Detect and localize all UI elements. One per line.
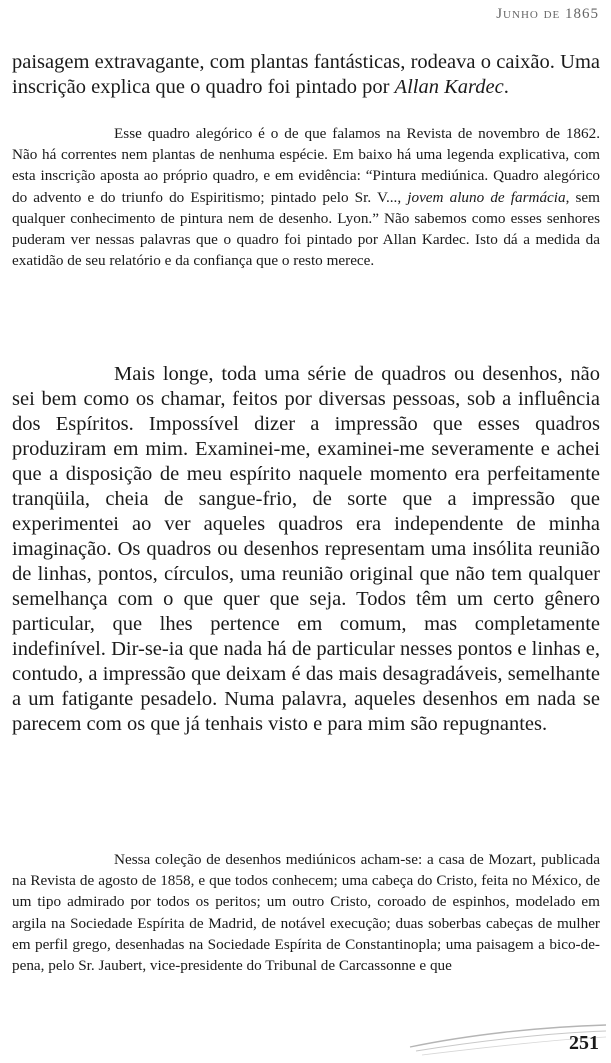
paragraph-4-note: Nessa coleção de desenhos mediúnicos acham-se: a casa de Mozart, publicada na Revista de agosto de 1858, e que todos conhecem; uma cabeça do Cristo, feita no México, de um tipo admirado por todos os peritos; um outro Cristo, coroado de espinhos, modelado em argila na Sociedade Espírita de Madrid, de notável execução; duas soberbas cabeças de mulher em perfil grego, desenhadas na Sociedade Espírita de Constantinopla; uma paisagem a bico-de-pena, pelo Sr. Jaubert, vice-presidente do Tribunal de Carcassonne e que	[12, 851, 600, 975]
paragraph-2-text-a: Esse quadro alegórico é o de que falamos na Revista de novembro de 1862. Não há correntes nem plantas de nenhuma espécie. Em baixo há uma legenda explicativa, com esta inscrição aposta ao próprio quadro, e em evidência: “Pintura mediúnica. Quadro alegórico do advento e do triunfo do Espiritismo; pintado pelo Sr. V...,	[12, 125, 600, 206]
paragraph-1-italic: Allan Kardec	[394, 76, 504, 98]
paragraph-1	[12, 50, 600, 100]
paragraph-1-end: .	[503, 76, 509, 98]
page-number: 251	[569, 1032, 599, 1054]
paragraph-2-italic: jovem aluno de farmácia	[407, 188, 566, 206]
paragraph-1-text: paisagem extravagante, com plantas fantásticas, rodeava o caixão. Uma inscrição explica que o quadro foi pintado por	[12, 51, 600, 98]
paragraph-2-text-b: , sem qualquer conhecimento de pintura nem de desenho. Lyon.” Não sabemos como esses senhores puderam ver nessas palavras que o quadro foi pintado por Allan Kardec. Isto dá a medida da exatidão de seu relatório e da confiança que o resto merece.	[12, 188, 600, 270]
paragraph-3: Mais longe, toda uma série de quadros ou desenhos, não sei bem como os chamar, feitos por diversas pessoas, sob a influência dos Espíritos. Impossível dizer a impressão que esses quadros produziram em mim. Examinei-me, examinei-me severamente e achei que a disposição de meu espírito naquele momento era perfeitamente tranqüila, cheia de sangue-frio, de sorte que a impressão que experimentei ao ver aqueles quadros era independente de minha imaginação. Os quadros ou desenhos representam uma insólita reunião de linhas, pontos, círculos, uma reunião original que não tem qualquer semelhança com o que quer que seja. Todos têm um certo gênero particular, que lhes pertence em comum, mas completamente indefinível. Dir-se-ia que nada há de particular nesses pontos e linhas e, contudo, a impressão que deixam é das mais desagradáveis, semelhante a um fatigante pesadelo. Numa palavra, aqueles desenhos em nada se parecem com os que já tenhais visto e para mim são repugnantes.	[12, 363, 600, 735]
paragraph-2-note	[12, 123, 600, 271]
running-header: Junho de 1865	[496, 6, 599, 22]
page-footer	[0, 1013, 611, 1063]
